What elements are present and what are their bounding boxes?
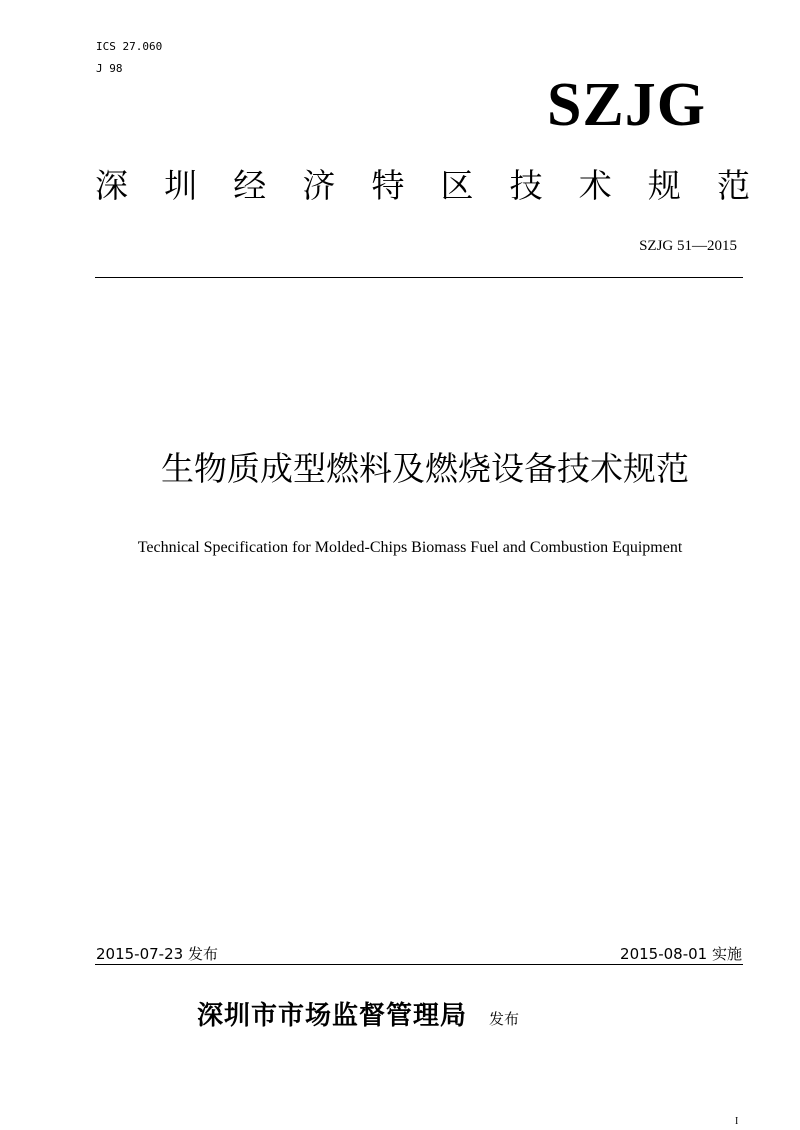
document-type-char: 深 (95, 166, 128, 205)
document-title-chinese: 生物质成型燃料及燃烧设备技术规范 (161, 449, 689, 488)
document-type-char: 圳 (164, 166, 198, 205)
ccs-code: J 98 (96, 62, 123, 75)
document-type-heading (95, 164, 750, 208)
footer-divider (95, 964, 743, 965)
document-type-char: 术 (578, 166, 612, 205)
document-type-char: 特 (371, 166, 405, 205)
issue-date: 2015-07-23 发布 (96, 945, 218, 963)
issuer-line (197, 998, 519, 1034)
issuer-name: 深圳市市场监督管理局 (197, 1001, 468, 1031)
ics-code: ICS 27.060 (96, 40, 163, 53)
document-type-char: 济 (302, 166, 336, 205)
document-type-char: 经 (233, 166, 267, 205)
document-type-char: 规 (647, 166, 681, 205)
document-type-char: 区 (440, 166, 474, 205)
document-type-char: 技 (509, 166, 543, 205)
standard-logo: SZJG (546, 71, 706, 139)
document-title-english: Technical Specification for Molded-Chips Biomass Fuel and Combustion Equipment (137, 539, 683, 556)
header-divider (95, 277, 743, 278)
implementation-date: 2015-08-01 实施 (620, 945, 742, 963)
standard-number: SZJG 51—2015 (639, 238, 737, 254)
page-number: I (735, 1116, 739, 1127)
document-type-char: 范 (716, 166, 750, 205)
issuer-suffix: 发布 (489, 1010, 520, 1028)
